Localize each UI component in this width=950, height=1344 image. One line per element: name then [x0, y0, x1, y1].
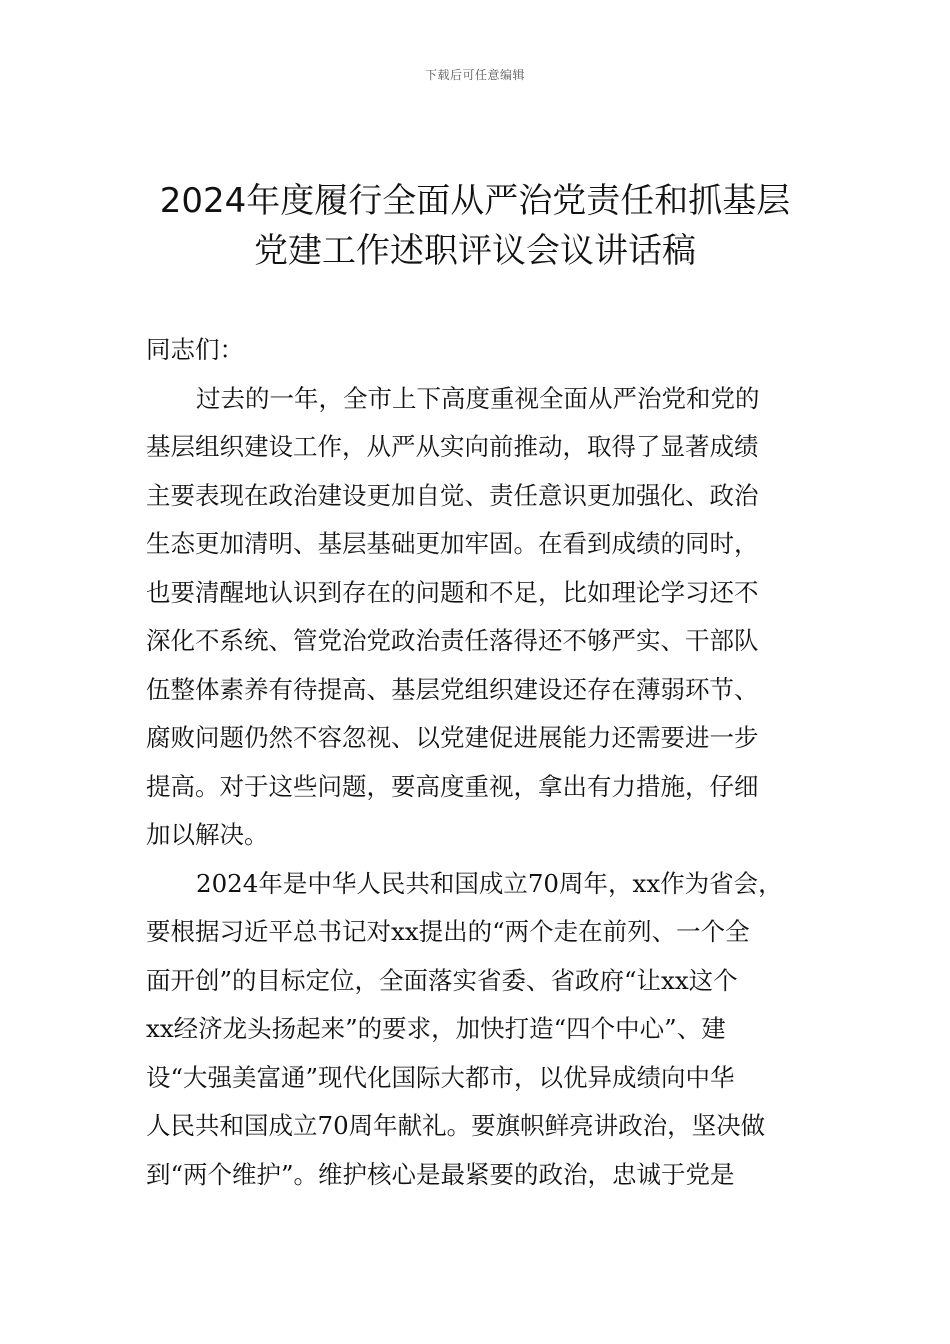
- paragraph-line: 生态更加清明、基层基础更加牢固。在看到成绩的同时，: [146, 529, 759, 558]
- paragraph-line: 到“两个维护”。维护核心是最紧要的政治，忠诚于党是: [146, 1159, 735, 1189]
- title-line-2: 党建工作述职评议会议讲话稿: [254, 231, 696, 271]
- header-note: 下载后可任意编辑: [424, 68, 525, 82]
- paragraph-line: 过去的一年，全市上下高度重视全面从严治党和党的: [196, 383, 760, 413]
- paragraph-line: 基层组织建设工作，从严从实向前推动，取得了显著成绩: [146, 432, 759, 461]
- paragraph-line: 设“大强美富通”现代化国际大都市，以优异成绩向中华: [146, 1062, 735, 1092]
- paragraph-line: 加以解决。: [146, 820, 269, 849]
- paragraph-line: 2024年是中华人民共和国成立70周年，xx作为省会，: [196, 868, 783, 898]
- paragraph-line: 面开创”的目标定位，全面落实省委、省政府“让xx这个: [146, 965, 738, 995]
- paragraph-line: 深化不系统、管党治党政治责任落得还不够严实、干部队: [146, 626, 759, 655]
- paragraph-line: 要根据习近平总书记对xx提出的“两个走在前列、一个全: [146, 917, 750, 946]
- salutation: 同志们：: [146, 335, 244, 364]
- paragraph-line: xx经济龙头扬起来”的要求，加快打造“四个中心”、建: [146, 1014, 726, 1043]
- title-line-1: 2024年度履行全面从严治党责任和抓基层: [159, 181, 791, 221]
- paragraph-line: 伍整体素养有待提高、基层党组织建设还存在薄弱环节、: [146, 674, 759, 704]
- paragraph-line: 提高。对于这些问题，要高度重视，拿出有力措施，仔细: [146, 771, 759, 801]
- document-body: [146, 326, 808, 1199]
- paragraph-line: 人民共和国成立70周年献礼。要旗帜鲜亮讲政治，坚决做: [146, 1111, 766, 1140]
- paragraph-line: 腐败问题仍然不容忽视、以党建促进展能力还需要进一步: [146, 723, 759, 752]
- paragraph-line: 也要清醒地认识到存在的问题和不足，比如理论学习还不: [146, 577, 759, 607]
- paragraph-1: [146, 375, 808, 860]
- document-title: [120, 176, 830, 276]
- paragraph-2: [146, 860, 808, 1200]
- paragraph-line: 主要表现在政治建设更加自觉、责任意识更加强化、政治: [146, 480, 759, 510]
